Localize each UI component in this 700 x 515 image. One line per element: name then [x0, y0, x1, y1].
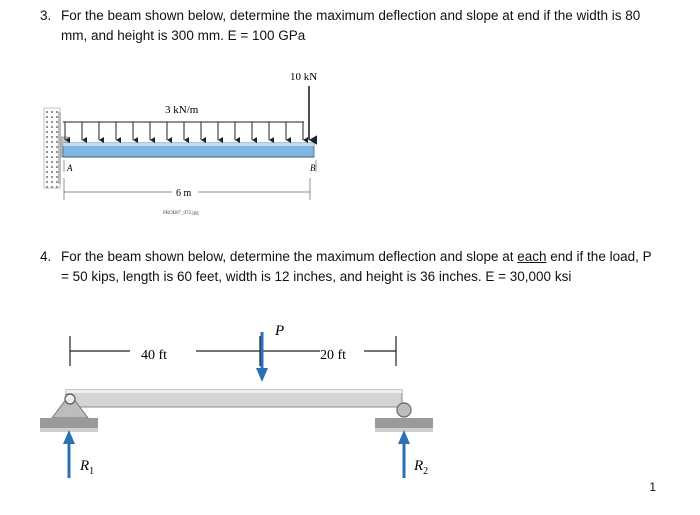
problem-4: [40, 247, 660, 287]
load-p-label: P: [275, 323, 285, 339]
end-label-b: B: [310, 163, 316, 173]
length-label: 6 m: [176, 188, 192, 199]
span-dimension: [70, 336, 396, 366]
left-span-label: 40 ft: [141, 348, 168, 363]
reaction-r1-label: $R_1$: [80, 458, 95, 477]
problem-4-underlined-word: each: [517, 249, 547, 264]
problem-3-text: For the beam shown below, determine the maximum deflection and slope at end if the width is 80 mm, and height is 300 mm. E = 100 GPa: [61, 8, 641, 43]
problem-4-text-part: end if the load, P = 50 kips, length is 60 feet, width is 12 inches, and height is 36 inches. E = 30,000 ksi: [61, 249, 652, 284]
fixed-wall: [44, 108, 60, 188]
problem-3: [40, 6, 660, 46]
figure-file-caption: PROB07_072.jpg: [163, 211, 199, 216]
distributed-load-arrows: [63, 122, 304, 140]
right-span-label: 20 ft: [320, 348, 347, 363]
reaction-r2-arrow: [398, 430, 410, 478]
problem-4-text: [61, 247, 660, 287]
wall-clamp: [61, 137, 69, 157]
reaction-r2-label: $R_2$: [414, 458, 429, 477]
roller-support: [375, 403, 433, 432]
distributed-load-label: 3 kN/m: [165, 104, 199, 116]
cantilever-beam: [63, 143, 314, 157]
reaction-r1-arrow: [63, 430, 75, 478]
simply-supported-beam: [66, 390, 402, 407]
point-load-label: 10 kN: [290, 71, 318, 83]
pin-support: [40, 394, 98, 432]
page-number: 1: [649, 480, 656, 494]
problem-3-number: 3.: [40, 8, 52, 23]
load-p-arrow: [256, 332, 268, 382]
support-label-a: A: [67, 163, 73, 173]
problem-4-text-part: For the beam shown below, determine the maximum deflection and slope at: [61, 249, 518, 264]
length-dimension: [64, 178, 310, 200]
problem-4-number: 4.: [40, 249, 52, 264]
